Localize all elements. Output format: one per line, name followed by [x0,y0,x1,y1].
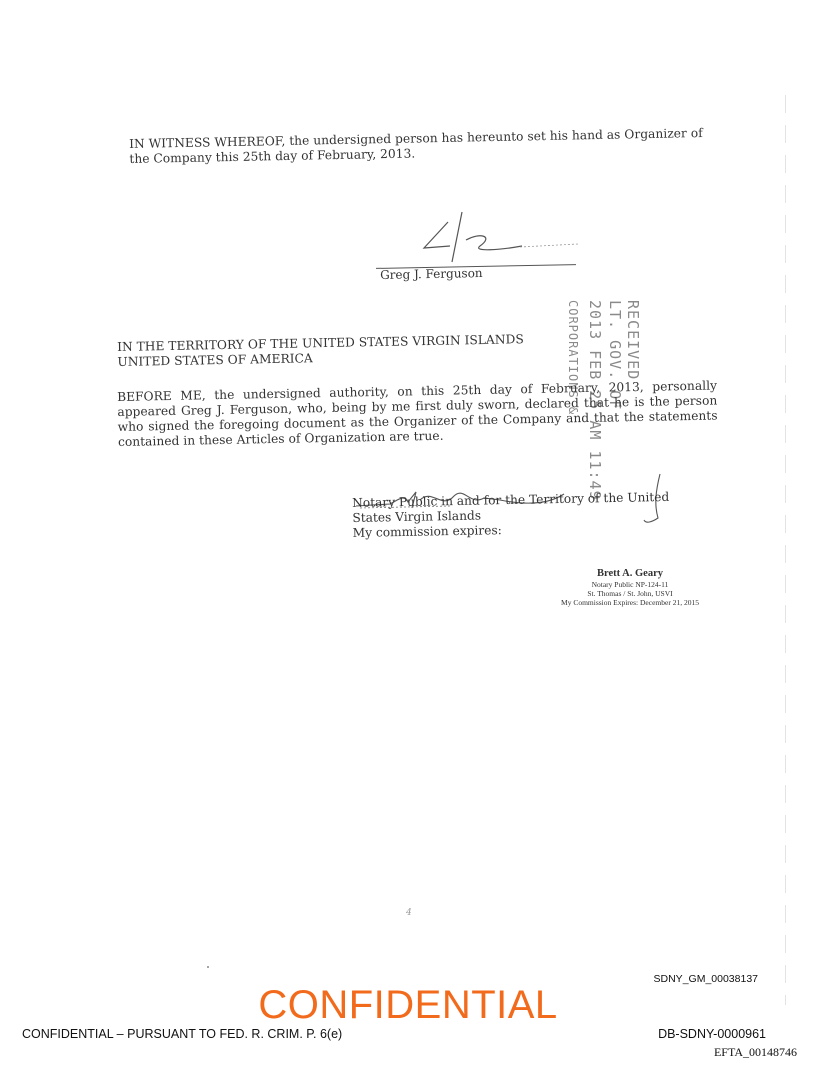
seal-location: St. Thomas / St. John, USVI [587,589,673,598]
scan-edge-artifact [785,95,786,1005]
confidential-banner: CONFIDENTIAL [258,983,558,1027]
seal-number: Notary Public NP-124-11 [591,580,669,589]
territory-heading [117,332,547,370]
territory-line-1: IN THE TERRITORY OF THE UNITED STATES VIRGIN ISLANDS [117,332,524,354]
stamp-date: 2013 FEB 25 AM 11:49 [586,300,604,501]
organizer-signature [410,200,580,270]
witness-paragraph: IN WITNESS WHEREOF, the undersigned person has hereunto set his hand as Organizer of the Company this 25th day of February, 2013. [129,125,703,166]
notary-block [352,489,693,541]
seal-name: Brett A. Geary [597,568,663,579]
bates-number-top: SDNY_GM_00038137 [653,973,758,985]
stamp-corporations: CORPORATIONS & [566,300,580,416]
page-number: 4 [406,908,412,918]
notary-line-2: States Virgin Islands [352,508,482,525]
efta-number: EFTA_00148746 [713,1045,797,1059]
territory-line-2: UNITED STATES OF AMERICA [117,351,313,369]
notarial-paragraph: BEFORE ME, the undersigned authority, on this 25th day of February, 2013, personally appeared Greg J. Ferguson, who, being by me first duly sworn, declared that he is the person who signed the foregoing document as the Organizer of the Company and that the statements contained in these Articles of Organization are true. [117,378,718,449]
signer-name: Greg J. Ferguson [380,266,483,282]
seal-expires: My Commission Expires: December 21, 2015 [561,598,699,607]
stamp-received: RECEIVED [624,300,642,381]
bates-number-bottom: DB-SDNY-0000961 [658,1027,766,1041]
notary-line-3: My commission expires: [352,523,502,540]
notary-line-1: Notary Public in and for the Territory of the United [352,489,670,510]
notary-seal [540,568,720,607]
stamp-lt-gov: LT. GOV. OF [606,300,624,411]
scan-speck [207,966,209,968]
confidential-notice: CONFIDENTIAL – PURSUANT TO FED. R. CRIM. P. 6(e) [22,1027,343,1041]
